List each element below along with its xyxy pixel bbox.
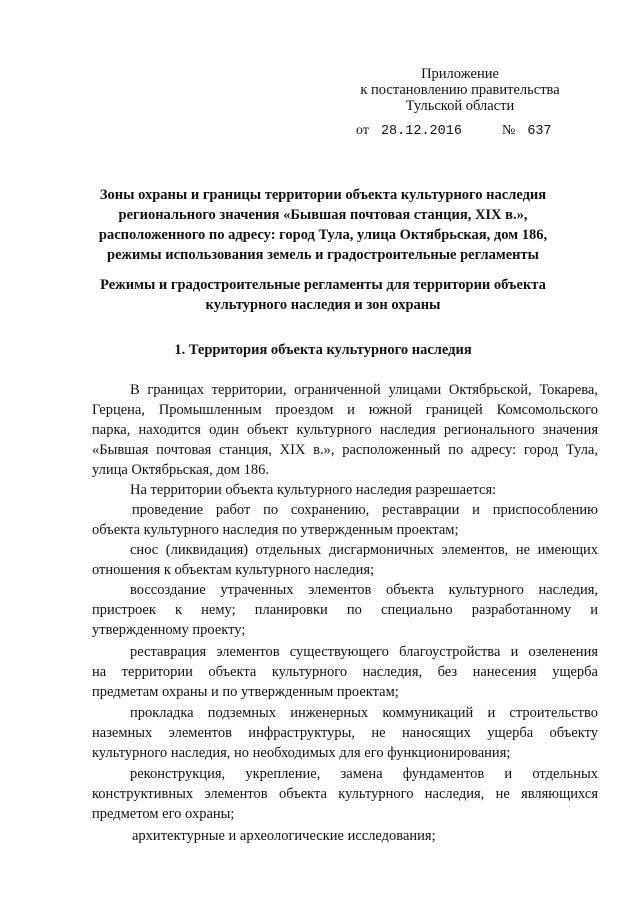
- paragraph-line: отношения к объектам культурного наследия;: [92, 562, 375, 578]
- title-line: режимы использования земель и градостроительные регламенты: [107, 247, 539, 263]
- subtitle-line: Режимы и градостроительные регламенты для территории объекта: [100, 277, 546, 293]
- title-line: Зоны охраны и границы территории объекта культурного наследия: [99, 187, 547, 203]
- appendix-region: Тульской области: [405, 98, 515, 114]
- title-line: расположенного по адресу: город Тула, улица Октябрьская, дом 186,: [98, 227, 548, 243]
- paragraph-line: реставрация элементов существующего благоустройства и озеленения: [130, 644, 598, 660]
- paragraph-line: пристроек к нему; планировки по специально разработанному и: [92, 602, 598, 618]
- order-reference: [356, 123, 552, 139]
- paragraph-line: конструктивных элементов объекта культурного наследия, не являющихся: [92, 786, 598, 802]
- document-title: [88, 185, 558, 265]
- paragraph-line: «Бывшая почтовая станция, XIX в.», расположенный по адресу: город Тула,: [92, 442, 598, 458]
- paragraph-line: культурного наследия, но необходимых для его функционирования;: [92, 745, 511, 761]
- document-subtitle: [88, 275, 558, 315]
- paragraph-line: На территории объекта культурного наследия разрешается:: [130, 482, 497, 498]
- appendix-title: Приложение: [421, 66, 499, 82]
- order-number-sign: №: [501, 123, 516, 138]
- paragraph-line: воссоздание утраченных элементов объекта культурного наследия,: [130, 582, 598, 598]
- appendix-resolution: к постановлению правительства: [360, 82, 560, 98]
- title-line: регионального значения «Бывшая почтовая станция, XIX в.»,: [118, 207, 528, 223]
- paragraph-line: предметам охраны и по утвержденным проектам;: [92, 684, 399, 700]
- paragraph-line: Герцена, Промышленным проездом и южной границей Комсомольского: [92, 402, 598, 418]
- paragraph-line: В границах территории, ограниченной улицами Октябрьской, Токарева,: [130, 382, 598, 398]
- paragraph-line: реконструкция, укрепление, замена фундаментов и отдельных: [130, 766, 598, 782]
- order-prefix: от: [356, 123, 369, 138]
- paragraph-line: архитектурные и археологические исследования;: [132, 828, 436, 844]
- subtitle-line: культурного наследия и зон охраны: [205, 297, 441, 313]
- appendix-block: [340, 66, 580, 114]
- paragraph-line: на территории объекта культурного наследия, без нанесения ущерба: [92, 664, 598, 680]
- order-number: 637: [527, 124, 552, 139]
- paragraph-line: парка, находится один объект культурного наследия регионального значения: [92, 422, 598, 438]
- order-date: 28.12.2016: [380, 124, 462, 139]
- paragraph-line: утвержденному проекту;: [92, 622, 246, 638]
- paragraph-line: прокладка подземных инженерных коммуникаций и строительство: [130, 705, 598, 721]
- paragraph-line: проведение работ по сохранению, реставрации и приспособлению: [132, 502, 598, 518]
- section-heading-text: 1. Территория объекта культурного наследия: [174, 342, 472, 358]
- paragraph-line: снос (ликвидация) отдельных дисгармоничных элементов, не имеющих: [130, 542, 598, 558]
- paragraph-line: улица Октябрьская, дом 186.: [92, 462, 269, 478]
- paragraph-line: наземных элементов инфраструктуры, не наносящих ущерба объекту: [92, 725, 598, 741]
- paragraph-line: объекта культурного наследия по утвержденным проектам;: [92, 522, 459, 538]
- paragraph-line: предметом его охраны;: [92, 806, 235, 822]
- section-heading: [88, 340, 558, 360]
